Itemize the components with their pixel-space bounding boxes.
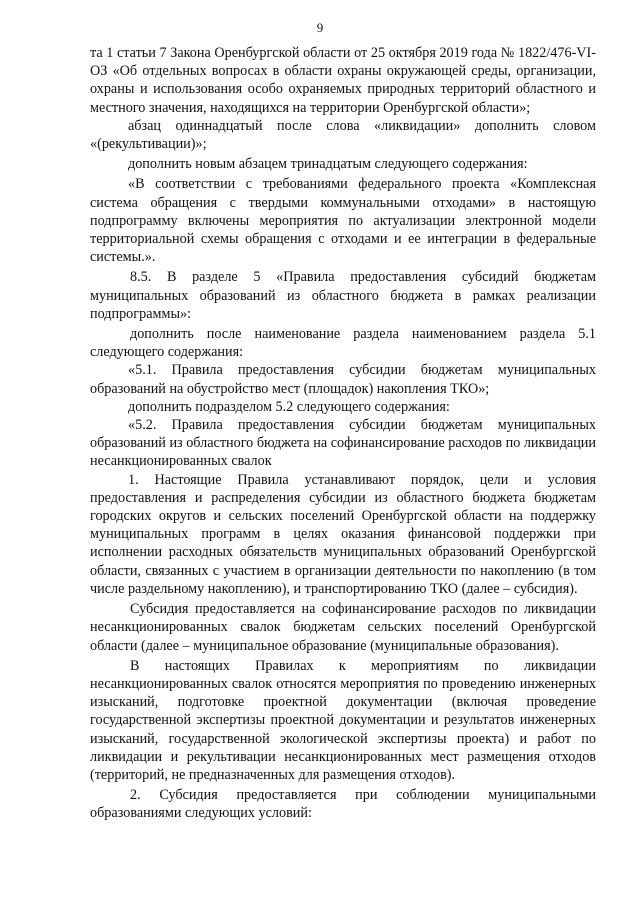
paragraph-add-section-5-1: дополнить после наименование раздела наименованием раздела 5.1 следующего содержания: — [90, 326, 596, 361]
paragraph-amendment-11: абзац одиннадцатый после слова «ликвидации» дополнить словом «(рекультивации)»; — [90, 117, 596, 153]
page-number: 9 — [316, 20, 324, 35]
paragraph-federal-project-quote: «В соответствии с требованиями федерального проекта «Комплексная система обращения с твердыми коммунальными отходами» в настоящую подпрограмму включены мероприятия по актуализации электронной модели территориальной схемы обращения с отходами и ее интеграции в федеральные системы.». — [90, 176, 596, 266]
paragraph-continuation: та 1 статьи 7 Закона Оренбургской области от 25 октября 2019 года № 1822/476-VI-ОЗ «Об отдельных вопросах в области охраны окружающей среды, организации, охраны и использования особо охраняемых природных территорий областного и местного значения, находящихся на территории Оренбургской области»; — [90, 45, 596, 116]
paragraph-section-5-2-title: «5.2. Правила предоставления субсидии бюджетам муниципальных образований из областного бюджета на софинансирование расходов по ликвидации несанкционированных свалок — [90, 417, 596, 470]
paragraph-add-section-5-2: дополнить подразделом 5.2 следующего содержания: — [128, 398, 450, 415]
paragraph-subsidy-purpose: Субсидия предоставляется на софинансирование расходов по ликвидации несанкционированных свалок бюджетам сельских поселений Оренбургской области (далее – муниципальное образование (муниципальные образования). — [90, 601, 596, 654]
paragraph-rule-2: 2. Субсидия предоставляется при соблюдении муниципальными образованиями следующих условий: — [90, 787, 596, 822]
paragraph-amendment-13: дополнить новым абзацем тринадцатым следующего содержания: — [128, 156, 528, 173]
paragraph-rule-1: 1. Настоящие Правила устанавливают порядок, цели и условия предоставления и распределения субсидии из областного бюджета бюджетам городских округов и сельских поселений Оренбургской области на поддержку муниципальных программ в целях оказания финансовой поддержки при исполнении расходных обязательств муниципальных образований Оренбургской области, связанных с участием в организации деятельности по накоплению (в том числе раздельному накоплению), и транспортированию ТКО (далее – субсидия). — [90, 471, 596, 597]
document-body — [90, 44, 596, 823]
paragraph-8-5: 8.5. В разделе 5 «Правила предоставления субсидий бюджетам муниципальных образований из областного бюджета в рамках реализации подпрограммы»: — [90, 269, 596, 322]
paragraph-section-5-1-title: «5.1. Правила предоставления субсидии бюджетам муниципальных образований на обустройство мест (площадок) накопления ТКО»; — [90, 362, 596, 397]
paragraph-liquidation-measures: В настоящих Правилах к мероприятиям по ликвидации несанкционированных свалок относятся мероприятия по проведению инженерных изысканий, подготовке проектной документации (включая проведение государственной экспертизы проектной документации и результатов инженерных изысканий, государственной экологической экспертизы проекта) и работ по ликвидации и рекультивации несанкционированных мест размещения отходов (территорий, не предназначенных для размещения отходов). — [90, 657, 596, 783]
